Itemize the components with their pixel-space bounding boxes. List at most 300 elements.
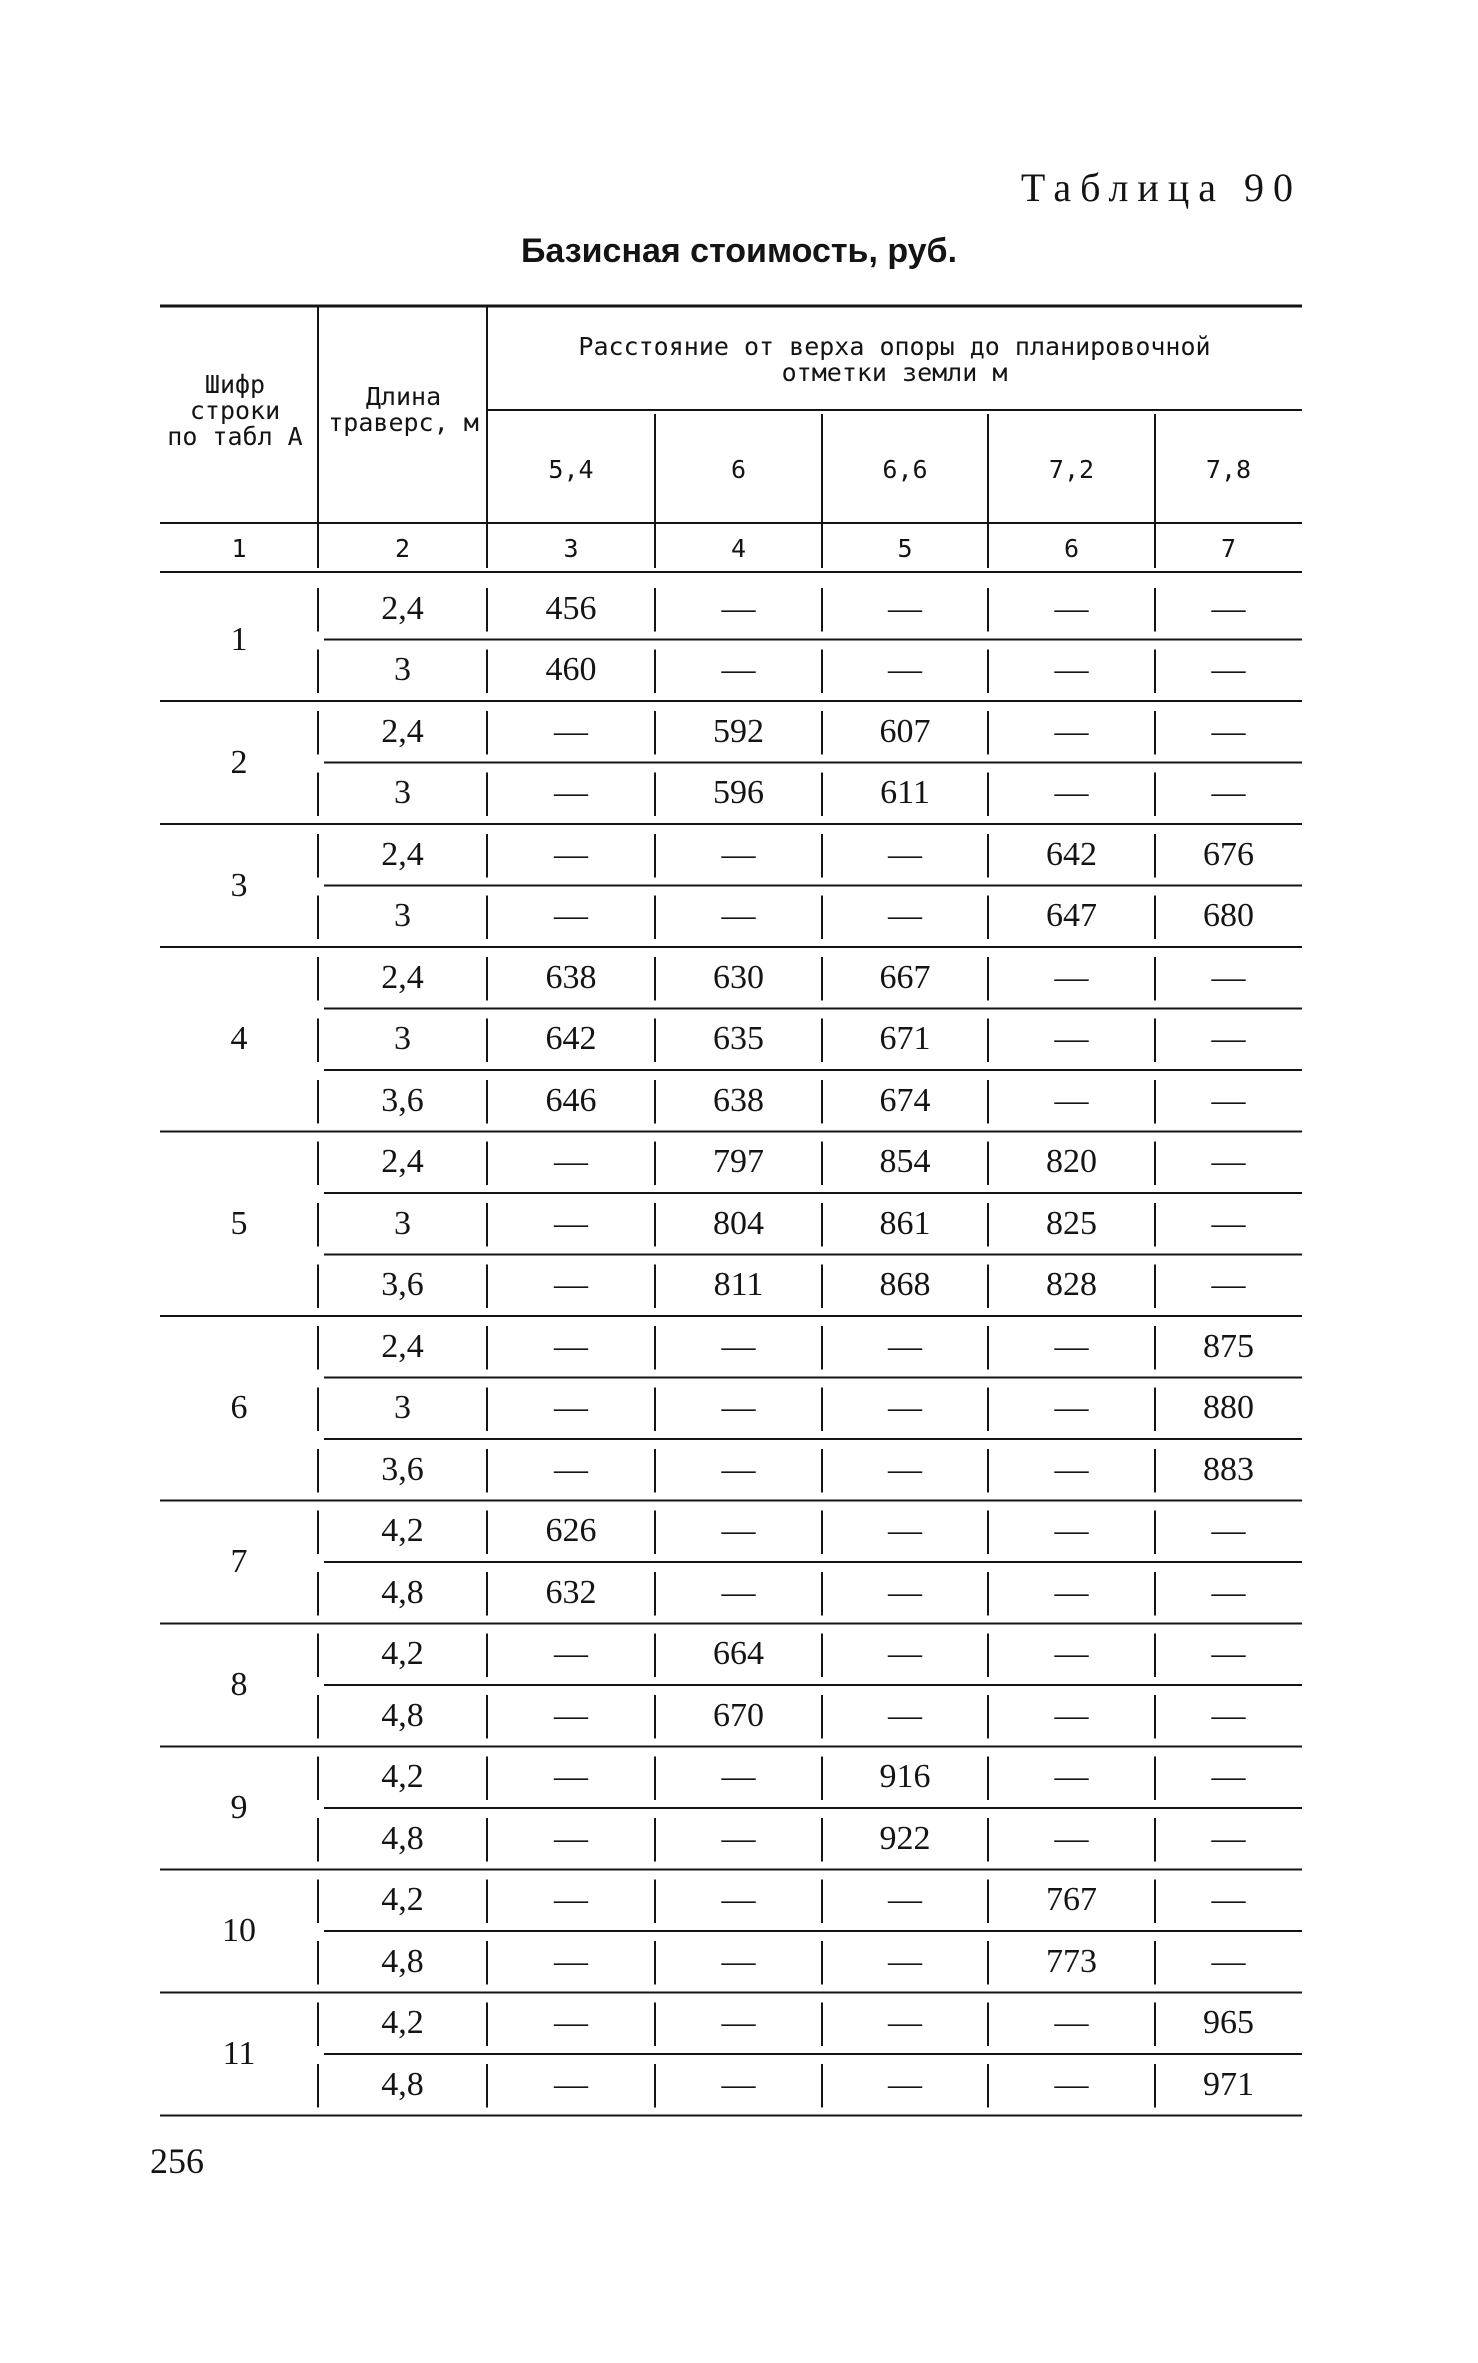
length-cell-text: 4,8 <box>381 1696 424 1734</box>
price-cell <box>655 701 822 763</box>
price-cell-text: — <box>554 1143 588 1181</box>
price-cell-text: — <box>554 1327 588 1365</box>
price-cell-text: — <box>888 1327 922 1365</box>
price-cell-text: 626 <box>545 1512 597 1550</box>
price-cell-text: — <box>1054 1758 1089 1796</box>
price-cell-text: — <box>554 897 588 935</box>
price-cell-text: 854 <box>879 1143 931 1181</box>
price-cell-text: — <box>888 1573 922 1611</box>
price-cell <box>822 1685 988 1747</box>
price-cell-text: 596 <box>713 774 764 812</box>
price-cell <box>822 578 988 640</box>
price-cell-text: 797 <box>713 1143 764 1181</box>
price-cell-text: — <box>1054 589 1089 627</box>
price-cell <box>1155 1193 1302 1255</box>
price-cell <box>988 578 1155 640</box>
column-number <box>655 527 822 571</box>
length-cell <box>318 824 487 886</box>
price-cell-text: — <box>888 2065 922 2103</box>
price-cell-text: — <box>1211 589 1246 627</box>
price-cell-text: — <box>1054 1327 1089 1365</box>
price-cell-text: 592 <box>713 712 764 750</box>
price-cell <box>1155 1070 1302 1132</box>
header-length-line: траверс, м <box>328 408 479 437</box>
price-cell-text: 680 <box>1203 897 1254 935</box>
group-code <box>160 1747 318 1870</box>
price-cell-text: — <box>888 1942 922 1980</box>
column-number <box>160 527 318 571</box>
price-cell <box>487 1808 655 1870</box>
price-cell <box>822 1624 988 1686</box>
length-cell-text: 3,6 <box>381 1081 424 1119</box>
price-cell-text: — <box>1211 958 1246 996</box>
price-cell-text: 868 <box>879 1266 931 1304</box>
group-code <box>160 947 318 1132</box>
length-cell <box>318 1501 487 1563</box>
price-cell <box>988 886 1155 948</box>
length-cell-text: 3 <box>394 897 411 935</box>
length-cell <box>318 947 487 1009</box>
price-cell <box>655 947 822 1009</box>
length-cell-text: 4,8 <box>381 2065 424 2103</box>
length-cell <box>318 578 487 640</box>
length-cell <box>318 640 487 702</box>
header-distance-line: Расстояние от верха опоры до планировочной <box>578 332 1211 361</box>
price-cell-text: — <box>1054 1020 1089 1058</box>
price-cell-text: — <box>1211 1635 1246 1673</box>
price-cell-text: — <box>1211 1881 1246 1919</box>
price-cell-text: — <box>888 1635 922 1673</box>
group-code-text: 7 <box>230 1543 248 1580</box>
price-cell-text: 883 <box>1203 1450 1254 1488</box>
price-cell-text: — <box>721 651 756 689</box>
price-cell-text: — <box>554 1389 588 1427</box>
header-distance <box>487 334 1302 386</box>
price-cell <box>1155 886 1302 948</box>
price-cell <box>655 1624 822 1686</box>
price-cell-text: 820 <box>1046 1143 1097 1181</box>
price-cell <box>1155 763 1302 825</box>
price-cell <box>988 2054 1155 2116</box>
length-cell-text: 3,6 <box>381 1266 424 1304</box>
length-cell <box>318 701 487 763</box>
length-cell <box>318 1070 487 1132</box>
group-code-text: 3 <box>230 866 248 904</box>
price-cell-text: 460 <box>545 651 597 689</box>
length-cell <box>318 886 487 948</box>
price-cell <box>655 1562 822 1624</box>
header-code-line: строки <box>189 396 281 425</box>
column-number-text: 6 <box>1063 534 1080 563</box>
price-cell-text: — <box>1054 712 1089 750</box>
distance-value-header <box>822 440 988 500</box>
price-cell <box>822 1193 988 1255</box>
group-code <box>160 824 318 947</box>
price-cell <box>988 1931 1155 1993</box>
price-cell <box>822 1501 988 1563</box>
length-cell-text: 2,4 <box>381 1327 424 1365</box>
price-cell <box>1155 1808 1302 1870</box>
price-cell-text: — <box>721 1512 756 1550</box>
price-cell-text: — <box>888 1389 922 1427</box>
length-cell <box>318 1808 487 1870</box>
price-cell-text: — <box>1054 651 1089 689</box>
price-cell <box>988 701 1155 763</box>
price-cell-text: 671 <box>879 1020 931 1058</box>
price-cell <box>655 1870 822 1932</box>
length-cell <box>318 1562 487 1624</box>
price-cell-text: 607 <box>879 712 931 750</box>
price-cell <box>822 640 988 702</box>
length-cell-text: 4,2 <box>381 1758 424 1796</box>
price-cell <box>988 1747 1155 1809</box>
price-cell-text: — <box>1054 1819 1089 1857</box>
price-cell-text: — <box>1211 1020 1246 1058</box>
price-cell <box>822 1316 988 1378</box>
price-cell-text: — <box>888 1881 922 1919</box>
price-cell <box>1155 1009 1302 1071</box>
length-cell-text: 4,8 <box>381 1942 424 1980</box>
price-cell-text: 611 <box>880 774 930 812</box>
price-cell-text: — <box>1054 1635 1089 1673</box>
price-cell-text: — <box>721 589 756 627</box>
price-cell <box>655 1009 822 1071</box>
price-cell <box>487 1624 655 1686</box>
price-cell <box>655 1316 822 1378</box>
column-number <box>487 527 655 571</box>
column-number <box>988 527 1155 571</box>
price-cell-text: — <box>1211 1696 1246 1734</box>
price-cell <box>1155 701 1302 763</box>
length-cell-text: 2,4 <box>381 712 424 750</box>
price-cell-text: 456 <box>545 589 597 627</box>
group-code-text: 5 <box>230 1204 248 1242</box>
price-cell-text: 647 <box>1046 897 1097 935</box>
price-cell <box>822 947 988 1009</box>
price-cell-text: 664 <box>713 1635 764 1673</box>
length-cell <box>318 1193 487 1255</box>
price-cell <box>655 824 822 886</box>
price-cell <box>1155 824 1302 886</box>
price-cell <box>988 1993 1155 2055</box>
price-cell <box>822 1808 988 1870</box>
price-cell <box>1155 2054 1302 2116</box>
price-cell <box>988 1685 1155 1747</box>
length-cell-text: 3 <box>394 1020 411 1058</box>
price-cell-text: — <box>721 1819 756 1857</box>
price-cell-text: — <box>721 1881 756 1919</box>
price-cell <box>487 2054 655 2116</box>
price-cell <box>655 763 822 825</box>
group-code <box>160 1316 318 1501</box>
group-code-text: 6 <box>230 1389 248 1427</box>
price-cell-text: 674 <box>879 1081 931 1119</box>
price-cell-text: 642 <box>1046 835 1097 873</box>
price-cell-text: 670 <box>713 1696 764 1734</box>
price-cell <box>822 1378 988 1440</box>
price-cell-text: — <box>554 2004 588 2042</box>
price-cell <box>487 824 655 886</box>
distance-value-header <box>988 440 1155 500</box>
column-number-text: 5 <box>897 534 913 563</box>
length-cell <box>318 2054 487 2116</box>
price-cell <box>988 1624 1155 1686</box>
price-cell <box>655 1808 822 1870</box>
price-cell-text: — <box>1054 2004 1089 2042</box>
distance-value-header <box>655 440 822 500</box>
price-cell-text: — <box>888 897 922 935</box>
length-cell <box>318 1255 487 1317</box>
price-cell-text: 916 <box>879 1758 931 1796</box>
price-cell <box>655 1070 822 1132</box>
price-cell <box>1155 578 1302 640</box>
price-cell <box>487 578 655 640</box>
distance-value-header <box>1155 440 1302 500</box>
price-cell <box>487 886 655 948</box>
price-cell-text: 811 <box>713 1266 764 1304</box>
price-cell-text: — <box>1211 1573 1246 1611</box>
group-code-text: 8 <box>230 1666 248 1703</box>
price-cell-text: — <box>1211 1512 1246 1550</box>
price-cell-text: — <box>721 1327 756 1365</box>
length-cell <box>318 1439 487 1501</box>
price-cell <box>1155 640 1302 702</box>
price-cell <box>655 1993 822 2055</box>
length-cell-text: 2,4 <box>381 835 424 873</box>
price-cell <box>822 763 988 825</box>
price-cell <box>1155 1562 1302 1624</box>
price-cell-text: — <box>721 2004 756 2042</box>
group-code-text: 11 <box>222 2035 256 2072</box>
price-cell-text: 767 <box>1046 1881 1097 1919</box>
length-cell-text: 4,2 <box>381 1512 424 1550</box>
price-cell-text: — <box>1211 651 1246 689</box>
price-cell-text: — <box>888 2004 922 2042</box>
price-cell-text: 828 <box>1046 1266 1097 1304</box>
group-code <box>160 1624 318 1747</box>
price-cell-text: — <box>721 2065 756 2103</box>
length-cell-text: 2,4 <box>381 1143 424 1181</box>
header-length <box>320 384 487 436</box>
distance-value-header-text: 6,6 <box>882 455 928 484</box>
price-cell <box>487 1193 655 1255</box>
price-cell-text: — <box>721 1758 756 1796</box>
price-cell-text: — <box>554 1758 588 1796</box>
price-cell <box>1155 1624 1302 1686</box>
price-cell <box>487 1378 655 1440</box>
price-cell <box>822 1870 988 1932</box>
price-cell <box>655 1378 822 1440</box>
price-cell-text: 667 <box>879 958 931 996</box>
price-cell-text: — <box>554 2065 588 2103</box>
price-cell-text: — <box>554 1450 588 1488</box>
length-cell <box>318 1009 487 1071</box>
length-cell <box>318 1378 487 1440</box>
price-cell-text: 875 <box>1203 1327 1254 1365</box>
length-cell-text: 3 <box>394 1389 411 1427</box>
price-cell <box>988 763 1155 825</box>
price-cell-text: — <box>1211 1143 1246 1181</box>
price-cell <box>655 578 822 640</box>
price-cell <box>487 1747 655 1809</box>
price-cell-text: — <box>554 712 588 750</box>
price-cell-text: — <box>888 651 922 689</box>
price-cell-text: — <box>721 835 756 873</box>
price-cell <box>1155 1870 1302 1932</box>
distance-value-header-text: 5,4 <box>548 455 594 484</box>
length-cell-text: 4,2 <box>381 2004 424 2042</box>
header-distance-line: отметки земли м <box>781 358 1008 387</box>
length-cell <box>318 1993 487 2055</box>
price-cell <box>988 1870 1155 1932</box>
price-cell <box>988 1316 1155 1378</box>
price-cell <box>487 1931 655 1993</box>
length-cell-text: 3 <box>394 774 411 812</box>
price-cell <box>1155 1316 1302 1378</box>
price-cell-text: — <box>554 1942 588 1980</box>
price-cell <box>988 1070 1155 1132</box>
price-cell <box>988 1808 1155 1870</box>
length-cell-text: 2,4 <box>381 589 424 627</box>
price-cell <box>822 1931 988 1993</box>
price-cell <box>487 1316 655 1378</box>
length-cell-text: 2,4 <box>381 958 424 996</box>
price-cell-text: — <box>1054 774 1089 812</box>
price-cell-text: — <box>1211 1081 1246 1119</box>
price-cell-text: — <box>1054 958 1089 996</box>
price-cell-text: — <box>721 1389 756 1427</box>
length-cell <box>318 1870 487 1932</box>
column-number-text: 7 <box>1220 534 1237 563</box>
length-cell-text: 3 <box>394 651 411 689</box>
price-cell <box>487 1132 655 1194</box>
column-number <box>1155 527 1302 571</box>
price-cell <box>487 1870 655 1932</box>
price-cell-text: — <box>888 589 922 627</box>
column-number-text: 1 <box>231 534 247 563</box>
group-code <box>160 1501 318 1624</box>
page-number: 256 <box>150 2141 204 2181</box>
price-cell-text: 773 <box>1046 1942 1097 1980</box>
price-cell-text: — <box>721 1942 756 1980</box>
price-cell-text: — <box>554 774 588 812</box>
price-cell <box>988 640 1155 702</box>
price-cell <box>1155 1501 1302 1563</box>
price-cell-text: — <box>1211 1266 1246 1304</box>
group-code-text: 1 <box>230 620 248 658</box>
price-cell-text: — <box>1211 1758 1246 1796</box>
group-code <box>160 1993 318 2116</box>
price-cell <box>988 1193 1155 1255</box>
price-cell-text: — <box>1054 1389 1089 1427</box>
header-code-line: по табл А <box>167 422 303 451</box>
price-cell <box>1155 1378 1302 1440</box>
group-code <box>160 701 318 824</box>
price-cell <box>655 1439 822 1501</box>
price-cell <box>655 1501 822 1563</box>
price-cell-text: — <box>1211 1942 1246 1980</box>
price-cell <box>487 1685 655 1747</box>
price-cell <box>487 1993 655 2055</box>
price-cell <box>1155 1993 1302 2055</box>
price-cell-text: — <box>888 1450 922 1488</box>
price-cell <box>822 824 988 886</box>
price-cell-text: — <box>721 1450 756 1488</box>
price-cell <box>822 1562 988 1624</box>
price-cell-text: — <box>721 1573 756 1611</box>
price-cell <box>988 824 1155 886</box>
price-cell <box>988 1378 1155 1440</box>
price-cell <box>822 886 988 948</box>
header-code <box>155 372 315 450</box>
length-cell <box>318 1931 487 1993</box>
price-cell <box>655 2054 822 2116</box>
price-cell <box>1155 1685 1302 1747</box>
price-cell-text: — <box>1211 1819 1246 1857</box>
price-cell-text: — <box>888 835 922 873</box>
length-cell-text: 4,8 <box>381 1819 424 1857</box>
price-cell-text: 971 <box>1203 2065 1254 2103</box>
price-cell-text: 632 <box>545 1573 597 1611</box>
price-cell-text: 646 <box>545 1081 597 1119</box>
price-cell <box>822 701 988 763</box>
price-cell-text: — <box>888 1512 922 1550</box>
table-title: Базисная стоимость, руб. <box>520 232 958 270</box>
price-cell-text: — <box>554 1204 588 1242</box>
price-cell <box>487 947 655 1009</box>
column-number-text: 3 <box>563 534 579 563</box>
price-cell-text: — <box>1054 2065 1089 2103</box>
price-cell <box>655 1132 822 1194</box>
group-code-text: 4 <box>230 1020 248 1058</box>
price-cell-text: — <box>554 1696 588 1734</box>
price-cell-text: — <box>1054 1450 1089 1488</box>
price-cell <box>655 886 822 948</box>
price-cell-text: — <box>554 835 588 873</box>
price-cell-text: — <box>1211 1204 1246 1242</box>
price-cell-text: — <box>888 1696 922 1734</box>
header-code-line: Шифр <box>204 370 266 399</box>
column-number-text: 4 <box>730 534 747 563</box>
price-cell-text: 638 <box>713 1081 764 1119</box>
price-cell-text: — <box>1054 1081 1089 1119</box>
group-code <box>160 1132 318 1317</box>
price-cell <box>655 1931 822 1993</box>
price-cell-text: 630 <box>713 958 764 996</box>
price-cell <box>1155 1439 1302 1501</box>
price-cell <box>988 1562 1155 1624</box>
price-cell <box>988 1439 1155 1501</box>
price-cell <box>988 1501 1155 1563</box>
price-cell-text: — <box>1054 1696 1089 1734</box>
price-cell-text: — <box>554 1881 588 1919</box>
length-cell-text: 3,6 <box>381 1450 424 1488</box>
price-cell <box>655 1685 822 1747</box>
distance-value-header-text: 7,2 <box>1048 455 1095 484</box>
price-cell <box>988 1132 1155 1194</box>
length-cell <box>318 1685 487 1747</box>
length-cell <box>318 1624 487 1686</box>
price-cell <box>1155 947 1302 1009</box>
table-number: Таблица 90 <box>1020 165 1302 210</box>
price-cell-text: — <box>554 1266 588 1304</box>
price-cell <box>655 1747 822 1809</box>
price-cell-text: — <box>1054 1573 1089 1611</box>
distance-value-header <box>487 440 655 500</box>
length-cell-text: 4,2 <box>381 1881 424 1919</box>
price-cell <box>487 763 655 825</box>
price-cell-text: — <box>721 897 756 935</box>
